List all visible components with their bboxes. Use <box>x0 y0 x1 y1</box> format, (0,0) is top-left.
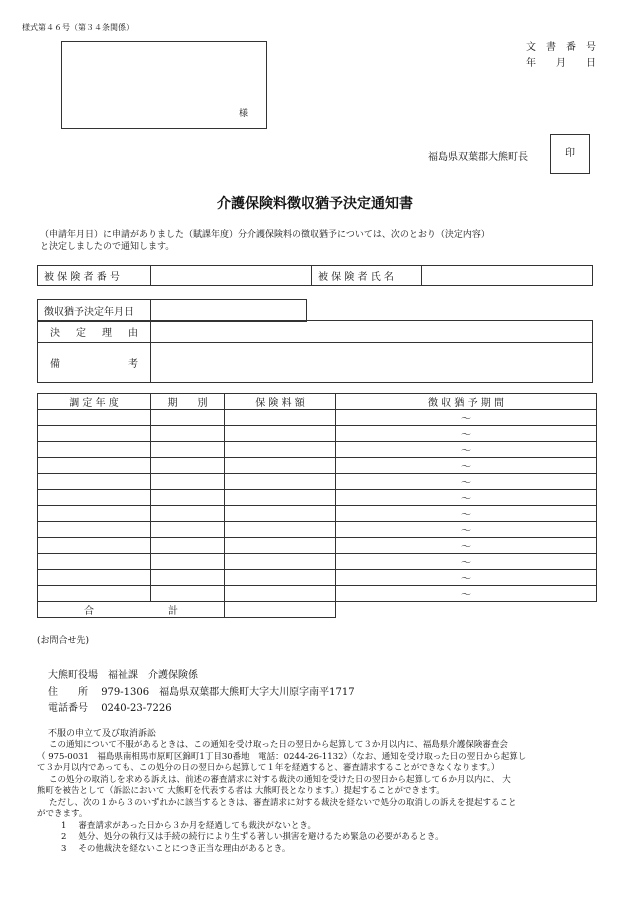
appeal-line: ができます。 <box>37 809 88 819</box>
intro-line: と決定しましたので通知します。 <box>40 242 175 252</box>
schedule-row <box>38 426 597 442</box>
appeal-item-number: 2 <box>61 832 67 842</box>
appeal-item-text: 処分、処分の執行又は手続の続行により生ずる著しい損害を避けるため緊急の必要があるとき。 <box>78 832 444 842</box>
insured-name-label: 被 保 険 者 氏 名 <box>312 266 422 286</box>
appeal-line: この通知について不服があるときは、この通知を受け取った日の翌日から起算して３か月以内に、福島県介護保険審査会 <box>49 740 508 750</box>
contact-office: 大熊町役場 福祉課 介護保険係 <box>48 670 198 681</box>
row-period <box>151 506 225 522</box>
schedule-row <box>38 474 597 490</box>
row-period <box>151 522 225 538</box>
form-number: 様式第４６号（第３４条関係） <box>22 23 134 32</box>
seal-mark: 印 <box>565 148 575 159</box>
appeal-item-text: その他裁決を経ないことにつき正当な理由があるとき。 <box>78 843 291 854</box>
row-assessment-year <box>38 490 151 506</box>
row-assessment-year <box>38 458 151 474</box>
insured-number-value <box>151 266 312 286</box>
contact-phone-row <box>48 699 172 714</box>
header-assessment-year: 調 定 年 度 <box>38 394 151 410</box>
intro-line: （申請年月日）に申請がありました（賦課年度）分介護保険料の徴収猶予については、次のとおり（決定内容） <box>40 230 490 240</box>
schedule-row <box>38 522 597 538</box>
row-period <box>151 442 225 458</box>
row-premium-amount <box>225 474 336 490</box>
date-label: 年 月 日 <box>526 58 596 69</box>
schedule-row <box>38 490 597 506</box>
remarks-label <box>38 343 151 383</box>
contact-heading: (お問合せ先) <box>37 636 90 646</box>
row-assessment-year <box>38 570 151 586</box>
decision-date-value <box>151 300 307 322</box>
total-char: 計 <box>168 606 178 617</box>
total-blank <box>336 602 597 618</box>
row-assessment-year <box>38 554 151 570</box>
row-assessment-year <box>38 410 151 426</box>
contact-phone: 0240-23-7226 <box>101 703 172 714</box>
reason-char: 理 <box>102 328 112 339</box>
remarks-char: 備 <box>50 359 60 370</box>
appeal-line: ただし、次の１から３のいずれかに該当するときは、審査請求に対する裁決を経ないで処分の取消しの訴えを提起すること <box>49 797 517 808</box>
row-assessment-year <box>38 506 151 522</box>
appeal-text <box>37 740 617 855</box>
row-deferral-period: ～ <box>336 426 597 442</box>
header-period: 期 別 <box>151 394 225 410</box>
row-period <box>151 474 225 490</box>
row-premium-amount <box>225 570 336 586</box>
addressee-suffix: 様 <box>238 109 248 119</box>
document-number-label: 文 書 番 号 <box>526 42 596 53</box>
row-deferral-period: ～ <box>336 458 597 474</box>
row-deferral-period: ～ <box>336 410 597 426</box>
row-deferral-period: ～ <box>336 490 597 506</box>
row-assessment-year <box>38 538 151 554</box>
row-period <box>151 538 225 554</box>
row-deferral-period: ～ <box>336 522 597 538</box>
seal-box <box>550 134 590 174</box>
row-premium-amount <box>225 490 336 506</box>
row-premium-amount <box>225 522 336 538</box>
intro-text <box>40 229 490 253</box>
appeal-line: （ 975-0031 福島県南相馬市原町区錦町1丁目30番地 電話：0244-26-1132）（なお、通知を受け取った日の翌日から起算し <box>37 751 527 762</box>
row-premium-amount <box>225 442 336 458</box>
appeal-line: 熊町を被告として（訴訟において 大熊町を代表する者は 大熊町長となります。）提起することができます。 <box>37 786 445 796</box>
appeal-item <box>37 832 617 844</box>
schedule-row <box>38 442 597 458</box>
row-premium-amount <box>225 426 336 442</box>
row-premium-amount <box>225 410 336 426</box>
header-deferral-period: 徴 収 猶 予 期 間 <box>336 394 597 410</box>
row-deferral-period: ～ <box>336 570 597 586</box>
addressee-box <box>61 41 267 129</box>
decision-reason-label <box>38 321 151 343</box>
schedule-row <box>38 458 597 474</box>
row-deferral-period: ～ <box>336 538 597 554</box>
appeal-line: て３か月以内であっても、この処分の日の翌日から起算して１年を経過すると、審査請求することができなくなります。） <box>37 763 500 773</box>
row-premium-amount <box>225 554 336 570</box>
issuer-name: 福島県双葉郡大熊町長 <box>428 152 528 163</box>
row-deferral-period: ～ <box>336 442 597 458</box>
total-char: 合 <box>84 606 94 617</box>
decision-detail-table <box>37 320 593 383</box>
insured-number-label: 被 保 険 者 番 号 <box>38 266 151 286</box>
schedule-row <box>38 586 597 602</box>
row-deferral-period: ～ <box>336 474 597 490</box>
row-premium-amount <box>225 506 336 522</box>
header-premium-amount: 保 険 料 額 <box>225 394 336 410</box>
row-deferral-period: ～ <box>336 506 597 522</box>
row-premium-amount <box>225 538 336 554</box>
row-period <box>151 410 225 426</box>
appeal-item <box>37 844 617 856</box>
row-assessment-year <box>38 474 151 490</box>
schedule-row <box>38 554 597 570</box>
row-deferral-period: ～ <box>336 586 597 602</box>
insured-name-value <box>422 266 593 286</box>
row-assessment-year <box>38 586 151 602</box>
document-title: 介護保険料徴収猶予決定通知書 <box>217 196 413 212</box>
appeal-item-number: 3 <box>61 843 67 854</box>
contact-address-row <box>48 683 355 698</box>
row-assessment-year <box>38 426 151 442</box>
decision-date-label: 徴収猶予決定年月日 <box>38 300 151 322</box>
appeal-heading: 不服の申立て及び取消訴訟 <box>48 729 157 739</box>
row-deferral-period: ～ <box>336 554 597 570</box>
row-assessment-year <box>38 522 151 538</box>
insured-info-table <box>37 265 593 286</box>
row-premium-amount <box>225 586 336 602</box>
reason-char: 定 <box>76 328 86 339</box>
appeal-item <box>37 821 617 833</box>
row-assessment-year <box>38 442 151 458</box>
contact-address-label: 住 所 <box>48 687 88 698</box>
schedule-row <box>38 506 597 522</box>
contact-address: 979-1306 福島県双葉郡大熊町大字大川原字南平1717 <box>101 687 355 698</box>
schedule-table <box>37 393 597 618</box>
schedule-row <box>38 570 597 586</box>
decision-reason-value <box>151 321 593 343</box>
row-period <box>151 490 225 506</box>
total-amount <box>225 602 336 618</box>
appeal-line: この処分の取消しを求める訴えは、前述の審査請求に対する裁決の通知を受けた日の翌日から起算して６か月以内に、 大 <box>49 774 511 785</box>
contact-phone-label: 電話番号 <box>48 703 88 714</box>
total-label <box>38 602 225 618</box>
appeal-item-text: 審査請求があった日から３か月を経過しても裁決がないとき。 <box>78 820 316 831</box>
remarks-char: 考 <box>128 359 138 370</box>
row-period <box>151 554 225 570</box>
row-period <box>151 570 225 586</box>
row-period <box>151 426 225 442</box>
reason-char: 決 <box>50 328 60 339</box>
remarks-value <box>151 343 593 383</box>
row-period <box>151 586 225 602</box>
schedule-row <box>38 538 597 554</box>
appeal-item-number: 1 <box>61 820 67 831</box>
row-premium-amount <box>225 458 336 474</box>
schedule-row <box>38 410 597 426</box>
decision-date-table <box>37 299 307 322</box>
row-period <box>151 458 225 474</box>
reason-char: 由 <box>128 328 138 339</box>
